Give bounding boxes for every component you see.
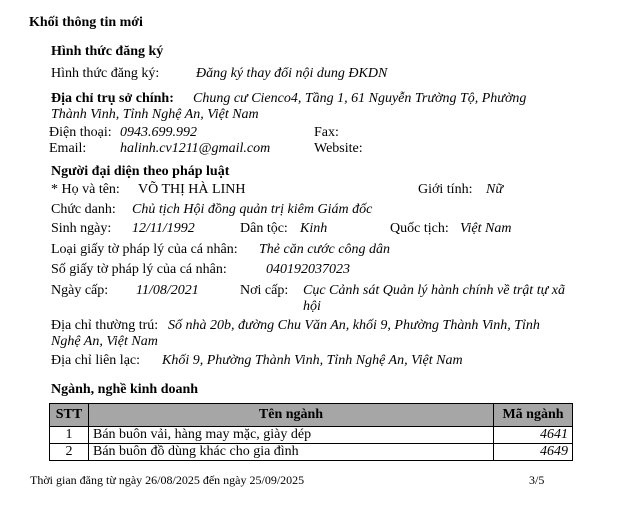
issue-place-label: Nơi cấp: bbox=[240, 283, 289, 298]
dob-label: Sinh ngày: bbox=[51, 221, 112, 236]
nationality-value: Việt Nam bbox=[460, 221, 512, 236]
business-table bbox=[49, 403, 573, 461]
section-title: Khối thông tin mới bbox=[29, 15, 143, 30]
table-header-row bbox=[50, 404, 573, 427]
name-label: * Họ và tên: bbox=[51, 182, 120, 197]
name-value: VÕ THỊ HÀ LINH bbox=[138, 182, 246, 197]
col-code-header: Mã ngành bbox=[494, 404, 573, 427]
table-row bbox=[50, 444, 573, 461]
gender-label: Giới tính: bbox=[418, 182, 473, 197]
issue-date-value: 11/08/2021 bbox=[136, 283, 199, 298]
office-address-line1: Chung cư Cienco4, Tầng 1, 61 Nguyễn Trường Tộ, Phường bbox=[193, 91, 527, 106]
permanent-address-label: Địa chỉ thường trú: bbox=[51, 318, 159, 333]
registration-type-value: Đăng ký thay đổi nội dung ĐKDN bbox=[196, 66, 388, 81]
office-address-line2: Thành Vinh, Tỉnh Nghệ An, Việt Nam bbox=[51, 107, 259, 122]
issue-date-label: Ngày cấp: bbox=[51, 283, 109, 298]
doc-number-value: 040192037023 bbox=[266, 262, 350, 277]
col-stt-header: STT bbox=[50, 404, 89, 427]
permanent-address-line1: Số nhà 20b, đường Chu Văn An, khối 9, Phường Thành Vinh, Tỉnh bbox=[168, 318, 540, 333]
row-name: Bán buôn đồ dùng khác cho gia đình bbox=[89, 444, 494, 461]
doc-type-value: Thẻ căn cước công dân bbox=[259, 242, 390, 257]
business-heading: Ngành, nghề kinh doanh bbox=[51, 382, 199, 397]
email-label: Email: bbox=[49, 141, 87, 156]
ethnicity-value: Kinh bbox=[300, 221, 328, 236]
contact-address-label: Địa chỉ liên lạc: bbox=[51, 353, 141, 368]
col-name-header: Tên ngành bbox=[89, 404, 494, 427]
nationality-label: Quốc tịch: bbox=[390, 221, 449, 236]
row-stt: 1 bbox=[50, 427, 89, 444]
representative-heading: Người đại diện theo pháp luật bbox=[51, 164, 230, 179]
email-value: halinh.cv1211@gmail.com bbox=[120, 141, 271, 156]
registration-type-label: Hình thức đăng ký: bbox=[51, 66, 160, 81]
footer-period: Thời gian đăng từ ngày 26/08/2025 đến ngày 25/09/2025 bbox=[30, 473, 305, 487]
website-label: Website: bbox=[314, 141, 363, 156]
row-name: Bán buôn vải, hàng may mặc, giày dép bbox=[89, 427, 494, 444]
office-address-label: Địa chỉ trụ sở chính: bbox=[51, 91, 174, 106]
phone-label: Điện thoại: bbox=[49, 125, 112, 140]
doc-number-label: Số giấy tờ pháp lý của cá nhân: bbox=[51, 262, 227, 277]
registration-heading: Hình thức đăng ký bbox=[51, 44, 164, 59]
page-number: 3/5 bbox=[529, 473, 545, 487]
row-code: 4649 bbox=[494, 444, 573, 461]
row-code: 4641 bbox=[494, 427, 573, 444]
dob-value: 12/11/1992 bbox=[132, 221, 195, 236]
doc-type-label: Loại giấy tờ pháp lý của cá nhân: bbox=[51, 242, 238, 257]
contact-address-value: Khối 9, Phường Thành Vinh, Tỉnh Nghệ An, Việt Nam bbox=[162, 353, 463, 368]
issue-place-line1: Cục Cảnh sát Quản lý hành chính về trật tự xã bbox=[303, 283, 565, 298]
title-value: Chủ tịch Hội đồng quản trị kiêm Giám đốc bbox=[132, 202, 373, 217]
ethnicity-label: Dân tộc: bbox=[240, 221, 288, 236]
gender-value: Nữ bbox=[486, 182, 503, 197]
title-label: Chức danh: bbox=[51, 202, 116, 217]
phone-value: 0943.699.992 bbox=[120, 125, 197, 140]
issue-place-line2: hội bbox=[303, 299, 321, 314]
permanent-address-line2: Nghệ An, Việt Nam bbox=[51, 334, 158, 349]
row-stt: 2 bbox=[50, 444, 89, 461]
table-row bbox=[50, 427, 573, 444]
fax-label: Fax: bbox=[314, 125, 339, 140]
